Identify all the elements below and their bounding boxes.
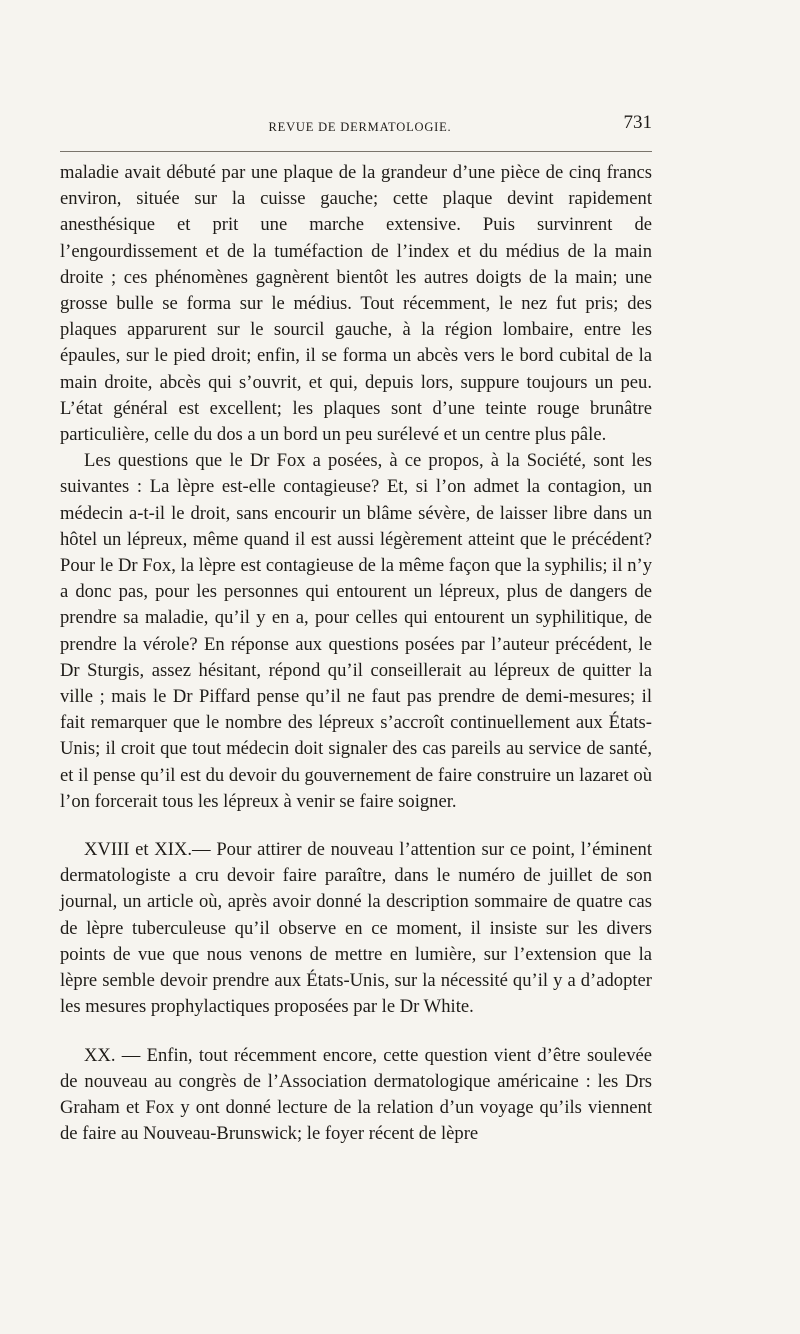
page-number: 731	[623, 112, 652, 133]
header-rule	[60, 151, 652, 152]
page-header	[60, 112, 652, 134]
paragraph-section-xx: XX. — Enfin, tout récemment encore, cette question vient d’être soulevée de nouveau au congrès de l’Association dermatologique américaine : les Drs Graham et Fox y ont donné lecture de la relation d’un voyage qu’ils viennent de faire au Nouveau-Brunswick; le foyer récent de lèpre	[60, 1044, 652, 1145]
body-text	[60, 160, 652, 1147]
running-head: REVUE DE DERMATOLOGIE.	[268, 120, 452, 134]
page	[60, 112, 652, 1147]
paragraph-1: maladie avait débuté par une plaque de la grandeur d’une pièce de cinq francs environ, située sur la cuisse gauche; cette plaque devint rapidement anesthésique et prit une marche extensive. Puis survinrent de l’engourdissement et de la tuméfaction de l’index et du médius de la main droite ; ces phénomènes gagnèrent bientôt les autres doigts de la main; une grosse bulle se forma sur le médius. Tout récemment, le nez fut pris; des plaques apparurent sur le sourcil gauche, à la région lombaire, entre les épaules, sur le pied droit; enfin, il se forma un abcès vers le bord cubital de la main droite, abcès qui s’ouvrit, et qui, depuis lors, suppure toujours un peu. L’état général est excellent; les plaques sont d’une teinte rouge brunâtre particulière, celle du dos a un bord un peu surélevé et un centre plus pâle.	[60, 162, 652, 446]
paragraph-section-xviii-xix: XVIII et XIX.— Pour attirer de nouveau l’attention sur ce point, l’éminent dermatologiste a cru devoir faire paraître, dans le numéro de juillet de son journal, un article où, après avoir donné la description sommaire de quatre cas de lèpre tuberculeuse qu’il observe en ce moment, il insiste sur les divers points de vue que nous venons de mettre en lumière, sur l’extension que la lèpre semble devoir prendre aux États-Unis, sur la nécessité qu’il y a d’adopter les mesures prophylactiques proposées par le Dr White.	[60, 839, 652, 1018]
paragraph-2: Les questions que le Dr Fox a posées, à ce propos, à la Société, sont les suivantes : La lèpre est-elle contagieuse? Et, si l’on admet la contagion, un médecin a-t-il le droit, sans encourir un blâme sévère, de laisser libre dans un hôtel un lépreux, même quand il est aussi légèrement atteint que le précédent? Pour le Dr Fox, la lèpre est contagieuse de la même façon que la syphilis; il n’y a donc pas, pour les personnes qui entourent un lépreux, plus de dangers de prendre sa maladie, qu’il y en a, pour celles qui entourent un syphilitique, de prendre la vérole? En réponse aux questions posées par l’auteur précédent, le Dr Sturgis, assez hésitant, répond qu’il conseillerait au lépreux de quitter la ville ; mais le Dr Piffard pense qu’il ne faut pas prendre de demi-mesures; il fait remarquer que le nombre des lépreux s’accroît continuellement aux États-Unis; il croit que tout médecin doit signaler des cas pareils au service de santé, et il pense qu’il est du devoir du gouvernement de faire construire un lazaret où l’on forcerait tous les lépreux à venir se faire soigner.	[60, 450, 652, 812]
